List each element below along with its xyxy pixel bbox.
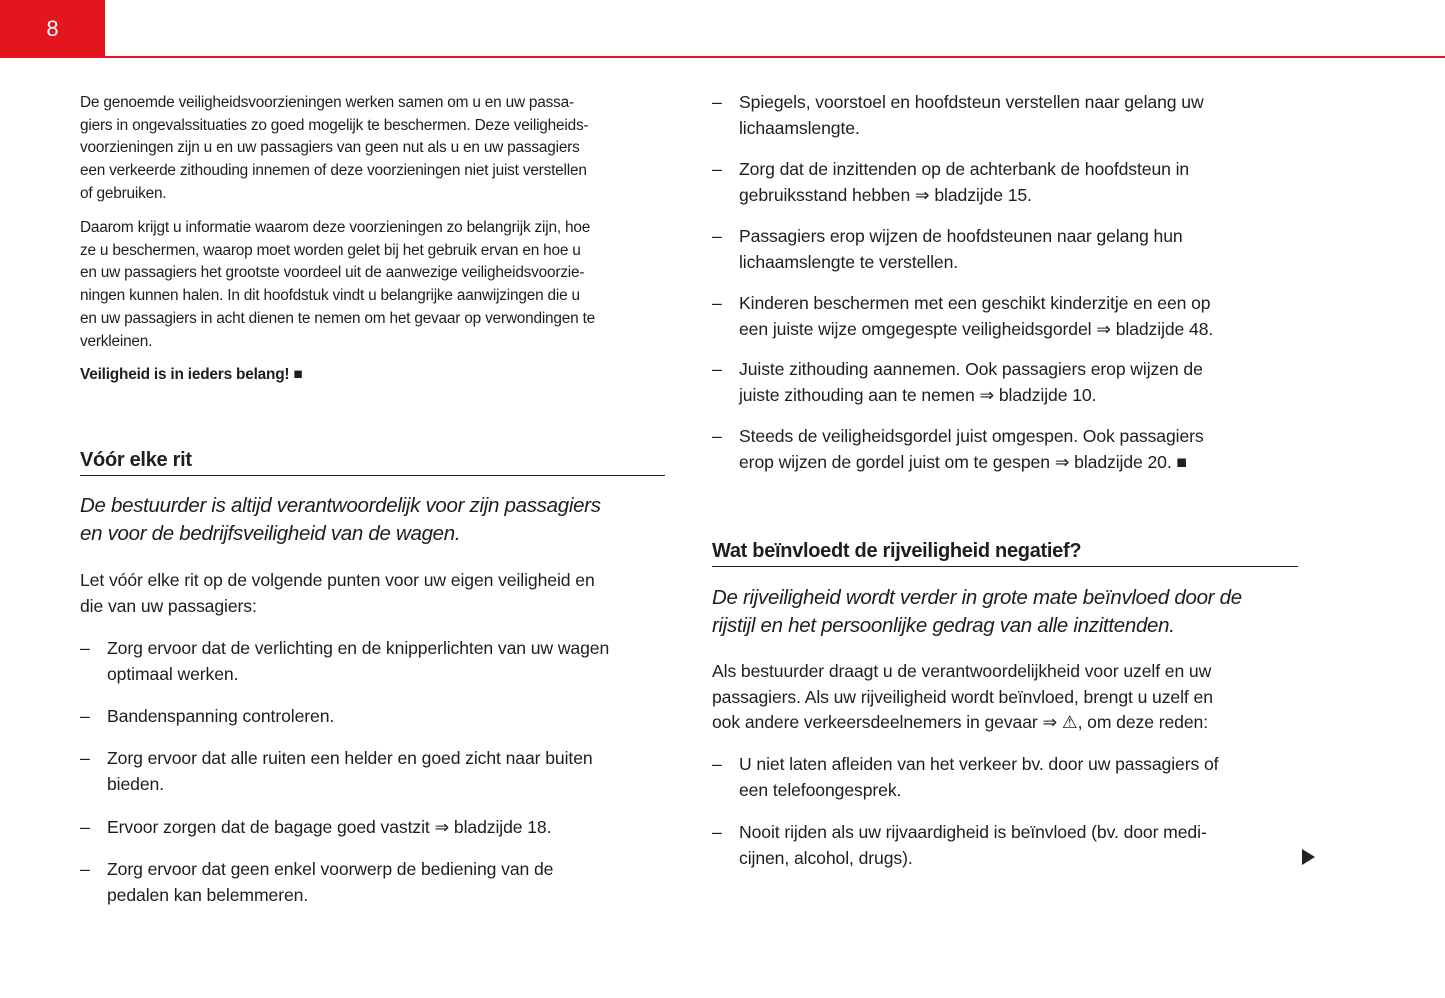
list-dash: – bbox=[80, 706, 90, 726]
text-line: lichaamslengte te verstellen. bbox=[739, 251, 959, 272]
text-line: en voor de bedrijfsveiligheid van de wagen. bbox=[80, 522, 461, 545]
list-item bbox=[712, 291, 1312, 342]
text-line: Zorg ervoor dat alle ruiten een helder en goed zicht naar buiten bbox=[107, 748, 593, 768]
text-line: U niet laten afleiden van het verkeer bv. door uw passagiers of bbox=[739, 754, 1219, 774]
text-line: Passagiers erop wijzen de hoofdsteunen naar gelang hun bbox=[739, 226, 1183, 246]
text-line: een telefoongesprek. bbox=[739, 779, 902, 800]
safety-note: Veiligheid is in ieders belang! ■ bbox=[80, 366, 303, 383]
text-line: Daarom krijgt u informatie waarom deze voorzieningen zo belangrijk zijn, hoe bbox=[80, 219, 591, 236]
list-dash: – bbox=[712, 159, 722, 179]
page-number: 8 bbox=[46, 15, 59, 41]
text-line: Kinderen beschermen met een geschikt kinderzitje en een op bbox=[739, 293, 1211, 313]
text-line: die van uw passagiers: bbox=[80, 595, 257, 616]
text-line: Steeds de veiligheidsgordel juist omgespen. Ook passagiers bbox=[739, 426, 1204, 446]
header-rule bbox=[0, 56, 1445, 58]
text-line: erop wijzen de gordel juist om te gespen ⇒ bladzijde 20. ■ bbox=[739, 451, 1187, 472]
page-number-box bbox=[0, 0, 105, 57]
triangle-right-icon bbox=[1302, 849, 1315, 865]
text-line: voorzieningen zijn u en uw passagiers van geen nut als u en uw passagiers bbox=[80, 139, 580, 157]
text-line: Nooit rijden als uw rijvaardigheid is beïnvloed (bv. door medi- bbox=[739, 822, 1207, 842]
list-item-text bbox=[739, 424, 1204, 475]
text-line: en uw passagiers in acht dienen te nemen om het gevaar op verwondingen te bbox=[80, 309, 596, 327]
intro-paragraph-1 bbox=[80, 92, 588, 206]
text-line: een juiste wijze omgegespte veiligheidsgordel ⇒ bladzijde 48. bbox=[739, 318, 1214, 339]
text-line: ze u beschermen, waarop moet worden gelet bij het gebruik ervan en hoe u bbox=[80, 241, 581, 259]
list-item-text bbox=[739, 820, 1207, 871]
list-item-text bbox=[107, 704, 334, 730]
list-item-text bbox=[107, 857, 553, 908]
list-item bbox=[80, 746, 680, 797]
text-line: ook andere verkeersdeelnemers in gevaar ⇒ ⚠, om deze reden: bbox=[712, 712, 1209, 732]
list-item bbox=[712, 752, 1312, 803]
list-item-text bbox=[739, 157, 1189, 208]
text-line: Let vóór elke rit op de volgende punten voor uw eigen veiligheid en bbox=[80, 570, 595, 590]
list-item-text bbox=[107, 746, 593, 797]
list-item-text bbox=[739, 90, 1204, 141]
list-dash: – bbox=[712, 92, 722, 112]
text-line: passagiers. Als uw rijveiligheid wordt beïnvloed, brengt u uzelf en bbox=[712, 686, 1213, 707]
text-line: Zorg dat de inzittenden op de achterbank de hoofdsteun in bbox=[739, 159, 1190, 179]
list-item bbox=[712, 224, 1312, 275]
list-item-text bbox=[739, 224, 1183, 275]
section-intro-driving-safety bbox=[712, 584, 1242, 640]
text-line: een verkeerde zithouding innemen of deze voorzieningen niet juist verstellen bbox=[80, 162, 587, 180]
section-body-before-ride bbox=[80, 568, 595, 619]
list-item bbox=[80, 704, 680, 730]
text-line: giers in ongevalssituaties zo goed mogelijk te beschermen. Deze veiligheids- bbox=[80, 116, 589, 134]
list-item bbox=[712, 424, 1312, 475]
text-line: Ervoor zorgen dat de bagage goed vastzit ⇒ bladzijde 18. bbox=[107, 817, 552, 837]
text-line: gebruiksstand hebben ⇒ bladzijde 15. bbox=[739, 184, 1032, 205]
text-line: pedalen kan belemmeren. bbox=[107, 884, 309, 905]
list-dash: – bbox=[80, 638, 90, 658]
intro-paragraph-2 bbox=[80, 217, 595, 353]
text-line: Zorg ervoor dat de verlichting en de knipperlichten van uw wagen bbox=[107, 638, 610, 658]
list-item-text bbox=[739, 291, 1213, 342]
section-heading-driving-safety: Wat beïnvloedt de rijveiligheid negatief? bbox=[712, 540, 1298, 567]
list-item-text bbox=[739, 752, 1218, 803]
list-item bbox=[712, 157, 1312, 208]
text-line: verkleinen. bbox=[80, 332, 153, 350]
text-line: Spiegels, voorstoel en hoofdsteun verstellen naar gelang uw bbox=[739, 92, 1204, 112]
list-item-text bbox=[107, 636, 609, 687]
section-heading-before-ride: Vóór elke rit bbox=[80, 449, 665, 476]
text-line: optimaal werken. bbox=[107, 663, 239, 684]
text-line: De rijveiligheid wordt verder in grote mate beïnvloed door de bbox=[712, 586, 1242, 609]
text-line: juiste zithouding aan te nemen ⇒ bladzijde 10. bbox=[739, 384, 1097, 405]
list-item bbox=[712, 90, 1312, 141]
text-line: en uw passagiers het grootste voordeel uit de aanwezige veiligheidsvoorzie- bbox=[80, 264, 585, 282]
text-line: rijstijl en het persoonlijke gedrag van alle inzittenden. bbox=[712, 614, 1175, 637]
list-dash: – bbox=[712, 822, 722, 842]
text-line: lichaamslengte. bbox=[739, 117, 860, 138]
text-line: De bestuurder is altijd verantwoordelijk voor zijn passagiers bbox=[80, 494, 601, 517]
text-line: of gebruiken. bbox=[80, 184, 167, 202]
list-item bbox=[80, 815, 680, 841]
text-line: ningen kunnen halen. In dit hoofdstuk vindt u belangrijke aanwijzingen die u bbox=[80, 287, 580, 305]
list-item-text bbox=[107, 815, 551, 841]
list-item bbox=[80, 857, 680, 908]
section-body-driving-safety bbox=[712, 659, 1213, 736]
text-line: cijnen, alcohol, drugs). bbox=[739, 847, 913, 868]
list-dash: – bbox=[80, 817, 90, 837]
text-line: bieden. bbox=[107, 773, 165, 794]
text-line: Als bestuurder draagt u de verantwoordelijkheid voor uzelf en uw bbox=[712, 661, 1212, 681]
text-line: Bandenspanning controleren. bbox=[107, 706, 335, 726]
list-item bbox=[712, 820, 1312, 871]
list-dash: – bbox=[712, 426, 722, 446]
list-dash: – bbox=[712, 226, 722, 246]
list-dash: – bbox=[80, 859, 90, 879]
text-line: Juiste zithouding aannemen. Ook passagiers erop wijzen de bbox=[739, 359, 1203, 379]
text-line: Zorg ervoor dat geen enkel voorwerp de bediening van de bbox=[107, 859, 554, 879]
text-line: De genoemde veiligheidsvoorzieningen werken samen om u en uw passa- bbox=[80, 94, 574, 111]
list-item bbox=[80, 636, 680, 687]
list-dash: – bbox=[712, 359, 722, 379]
list-item bbox=[712, 357, 1312, 408]
list-dash: – bbox=[80, 748, 90, 768]
list-dash: – bbox=[712, 293, 722, 313]
list-dash: – bbox=[712, 754, 722, 774]
section-intro-before-ride bbox=[80, 492, 601, 548]
list-item-text bbox=[739, 357, 1203, 408]
